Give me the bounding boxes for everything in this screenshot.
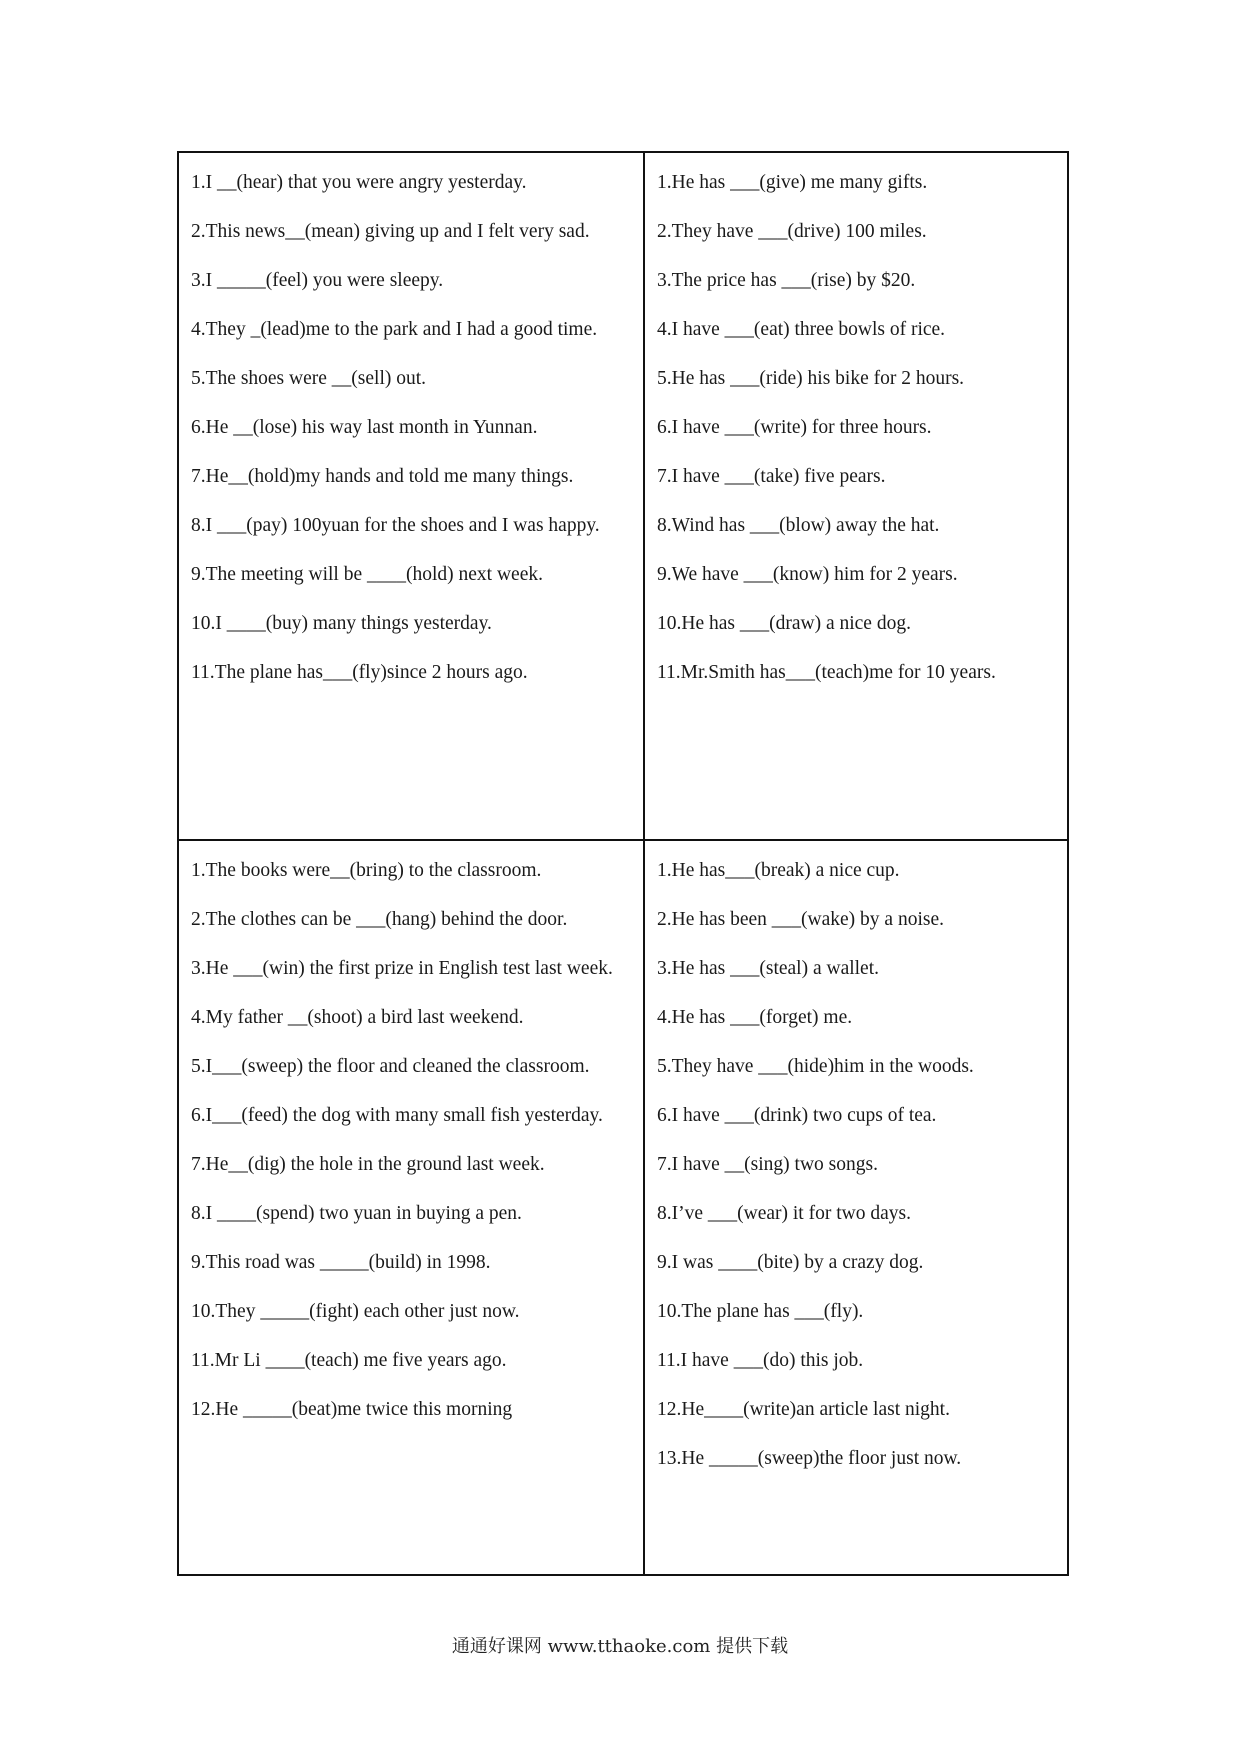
- exercise-item: 7.I have ___(take) five pears.: [657, 466, 886, 487]
- exercise-item: 7.I have __(sing) two songs.: [657, 1154, 878, 1175]
- exercise-item: 6.I have ___(write) for three hours.: [657, 417, 932, 438]
- exercise-item: 5.The shoes were __(sell) out.: [191, 368, 427, 389]
- exercise-item: 8.I ____(spend) two yuan in buying a pen.: [191, 1203, 522, 1224]
- exercise-item: 5.They have ___(hide)him in the woods.: [657, 1056, 974, 1077]
- exercise-item: 4.They _(lead)me to the park and I had a good time.: [191, 319, 598, 340]
- exercise-item: 11.Mr Li ____(teach) me five years ago.: [191, 1350, 507, 1371]
- exercise-item: 4.My father __(shoot) a bird last weekend.: [191, 1007, 524, 1028]
- exercise-item: 6.He __(lose) his way last month in Yunnan.: [191, 417, 538, 438]
- exercise-item: 10.He has ___(draw) a nice dog.: [657, 613, 911, 634]
- exercise-item: 9.I was ____(bite) by a crazy dog.: [657, 1252, 924, 1273]
- exercise-item: 1.The books were__(bring) to the classroom.: [191, 860, 542, 881]
- exercise-item: 10.They _____(fight) each other just now.: [191, 1301, 520, 1322]
- exercise-item: 2.This news__(mean) giving up and I felt very sad.: [191, 221, 590, 242]
- exercise-item: 3.He ___(win) the first prize in English test last week.: [191, 958, 613, 979]
- exercise-item: 1.He has ___(give) me many gifts.: [657, 172, 928, 193]
- exercise-item: 2.The clothes can be ___(hang) behind the door.: [191, 909, 568, 930]
- exercise-item: 12.He _____(beat)me twice this morning: [191, 1399, 513, 1420]
- cell-bottom-left: [179, 841, 645, 1574]
- exercise-item: 6.I___(feed) the dog with many small fish yesterday.: [191, 1105, 603, 1126]
- exercise-item: 4.He has ___(forget) me.: [657, 1007, 853, 1028]
- exercise-item: 8.I’ve ___(wear) it for two days.: [657, 1203, 911, 1224]
- exercise-item: 9.The meeting will be ____(hold) next week.: [191, 564, 543, 585]
- exercise-item: 3.I _____(feel) you were sleepy.: [191, 270, 444, 291]
- exercise-item: 3.The price has ___(rise) by $20.: [657, 270, 916, 291]
- exercise-item: 4.I have ___(eat) three bowls of rice.: [657, 319, 946, 340]
- exercise-item: 11.The plane has___(fly)since 2 hours ago.: [191, 662, 528, 683]
- exercise-item: 7.He__(hold)my hands and told me many things.: [191, 466, 574, 487]
- exercise-item: 9.We have ___(know) him for 2 years.: [657, 564, 958, 585]
- exercise-item: 6.I have ___(drink) two cups of tea.: [657, 1105, 937, 1126]
- exercise-item: 8.I ___(pay) 100yuan for the shoes and I was happy.: [191, 515, 600, 536]
- cell-top-right: [645, 153, 1067, 841]
- exercise-item: 7.He__(dig) the hole in the ground last week.: [191, 1154, 545, 1175]
- exercise-item: 5.I___(sweep) the floor and cleaned the classroom.: [191, 1056, 590, 1077]
- exercise-item: 13.He _____(sweep)the floor just now.: [657, 1448, 962, 1469]
- exercise-table: [177, 151, 1069, 1576]
- exercise-item: 2.He has been ___(wake) by a noise.: [657, 909, 944, 930]
- page-footer: 通通好课网 www.tthaoke.com 提供下载: [451, 1636, 789, 1657]
- exercise-item: 11.I have ___(do) this job.: [657, 1350, 864, 1371]
- exercise-item: 5.He has ___(ride) his bike for 2 hours.: [657, 368, 965, 389]
- cell-top-left: [179, 153, 645, 841]
- exercise-item: 11.Mr.Smith has___(teach)me for 10 years.: [657, 662, 996, 683]
- exercise-item: 9.This road was _____(build) in 1998.: [191, 1252, 491, 1273]
- exercise-item: 1.I __(hear) that you were angry yesterday.: [191, 172, 527, 193]
- exercise-item: 2.They have ___(drive) 100 miles.: [657, 221, 927, 242]
- exercise-item: 10.The plane has ___(fly).: [657, 1301, 864, 1322]
- exercise-item: 1.He has___(break) a nice cup.: [657, 860, 900, 881]
- exercise-item: 8.Wind has ___(blow) away the hat.: [657, 515, 940, 536]
- cell-bottom-right: [645, 841, 1067, 1574]
- exercise-item: 10.I ____(buy) many things yesterday.: [191, 613, 492, 634]
- exercise-item: 3.He has ___(steal) a wallet.: [657, 958, 880, 979]
- exercise-item: 12.He____(write)an article last night.: [657, 1399, 950, 1420]
